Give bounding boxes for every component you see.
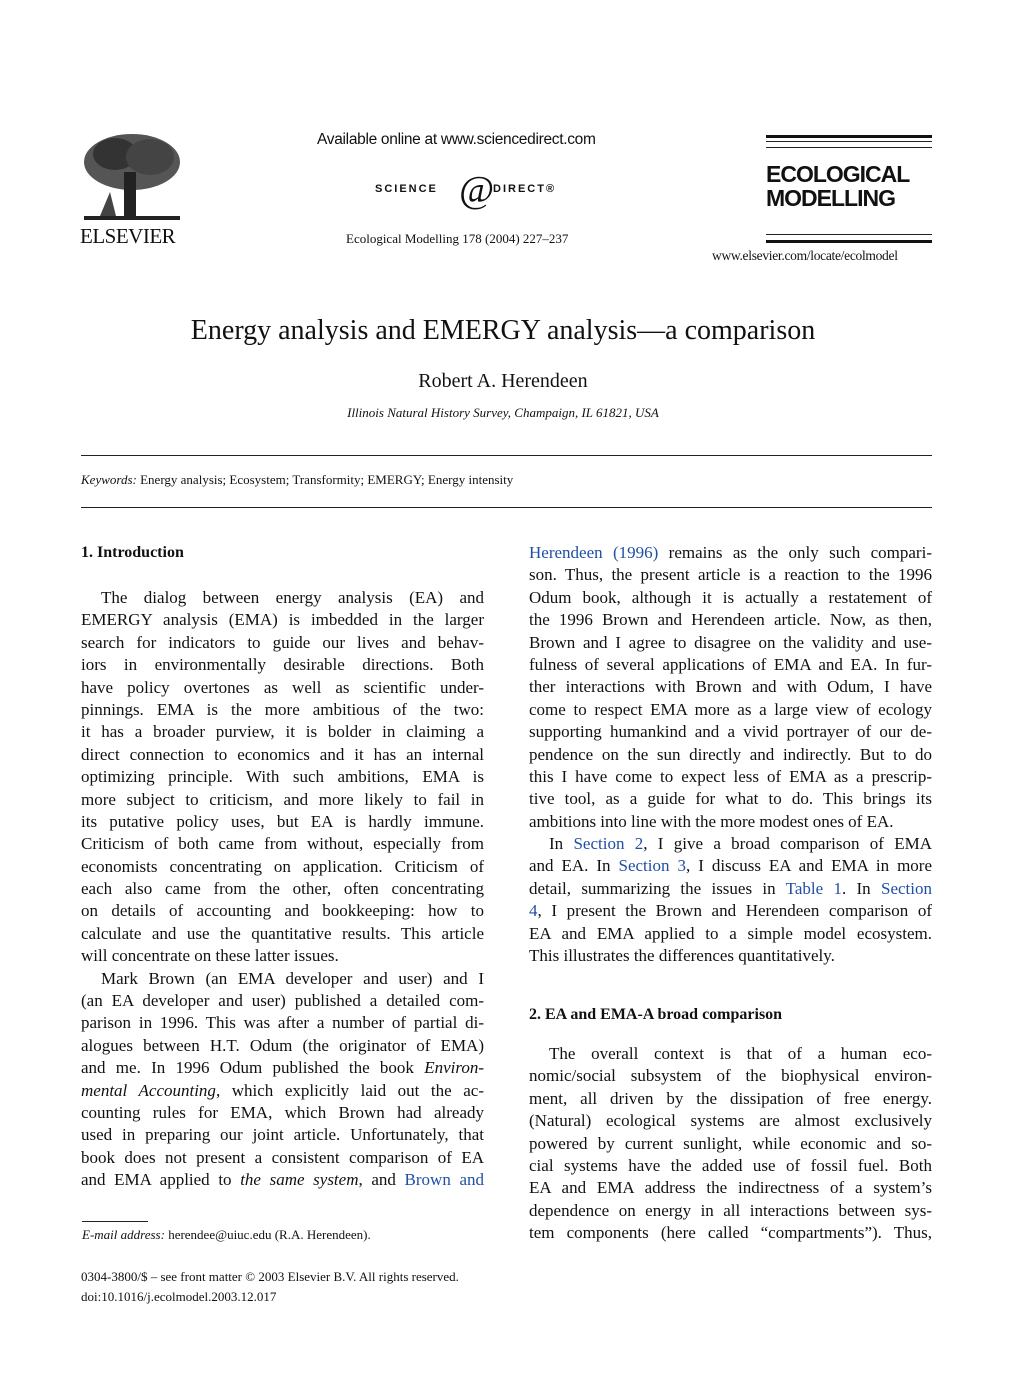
text-line — [81, 1147, 484, 1169]
text-run: will concentrate on these latter issues. — [81, 946, 339, 966]
text-line — [81, 632, 484, 654]
publisher-name: ELSEVIER — [80, 224, 176, 248]
text-run: (Natural) ecological systems are almost exclusively — [529, 1111, 932, 1131]
text-run: counting rules for EMA, which Brown had already — [81, 1102, 484, 1122]
text-run: and me. In 1996 Odum published the book — [81, 1058, 425, 1078]
keywords: Keywords: Energy analysis; Ecosystem; Transformity; EMERGY; Energy intensity — [81, 472, 514, 487]
text-line — [529, 923, 932, 945]
text-run: Odum book, although it is actually a restatement of — [529, 587, 932, 607]
text-line — [529, 632, 932, 654]
text-run: iors in environmentally desirable directions. Both — [81, 655, 484, 675]
journal-name: ECOLOGICAL MODELLING — [766, 161, 910, 211]
text-run: dependence on energy in all interactions between sys- — [529, 1200, 932, 1220]
text-run: EMERGY analysis (EMA) is imbedded in the larger — [81, 610, 484, 630]
text-line — [81, 587, 484, 609]
text-line — [529, 945, 932, 967]
section-heading-comparison: 2. EA and EMA-A broad comparison — [529, 1006, 783, 1023]
text-line — [81, 1169, 484, 1191]
text-run: ambitions into line with the more modest ones of EA. — [529, 811, 894, 831]
left-column-text — [81, 587, 484, 1192]
text-line — [81, 811, 484, 833]
text-run: each also came from the other, often concentrating — [81, 879, 484, 899]
italic-text: mental Accounting — [81, 1080, 216, 1100]
text-run: Brown and I agree to disagree on the validity and use- — [529, 632, 932, 652]
text-line — [81, 1035, 484, 1057]
text-run: alogues between H.T. Odum (the originator of EMA) — [81, 1035, 484, 1055]
text-line — [529, 587, 932, 609]
elsevier-tree-logo — [80, 132, 184, 224]
text-line — [529, 1088, 932, 1110]
reference-link[interactable]: Table 1 — [785, 878, 842, 898]
text-run: pinnings. EMA is the more ambitious of the two: — [81, 699, 484, 719]
text-run: economists concentrating on application. Criticism of — [81, 856, 484, 876]
text-line — [529, 609, 932, 631]
section-heading-introduction: 1. Introduction — [81, 544, 184, 561]
text-line — [81, 699, 484, 721]
text-run: supporting humankind and a vivid portrayer of our de- — [529, 722, 932, 742]
available-online-text: Available online at www.sciencedirect.com — [317, 131, 596, 148]
text-run: Criticism of both came from without, especially from — [81, 834, 484, 854]
text-line — [81, 609, 484, 631]
text-run: more subject to criticism, and more likely to fail in — [81, 789, 484, 809]
text-line — [81, 878, 484, 900]
text-run: detail, summarizing the issues in — [529, 878, 786, 898]
text-line — [529, 1177, 932, 1199]
text-line — [81, 856, 484, 878]
text-run: tive tool, as a guide for what to do. This brings its — [529, 789, 932, 809]
reference-link[interactable]: 4 — [529, 901, 538, 921]
author-name: Robert A. Herendeen — [418, 370, 588, 392]
text-run: Mark Brown (an EMA developer and user) and I — [101, 968, 484, 988]
footnote-rule — [82, 1221, 148, 1222]
text-line — [529, 900, 932, 922]
text-run: , which explicitly laid out the ac- — [215, 1080, 484, 1100]
text-line — [81, 677, 484, 699]
journal-url[interactable]: www.elsevier.com/locate/ecolmodel — [712, 248, 898, 263]
text-run: ther interactions with Brown and with Odum, I have — [529, 677, 932, 697]
text-run: tem components (here called “compartments”). Thus, — [529, 1223, 932, 1243]
author-affiliation: Illinois Natural History Survey, Champaign, IL 61821, USA — [347, 405, 659, 420]
text-line — [81, 923, 484, 945]
text-run: come to respect EMA more as a large view of ecology — [529, 699, 932, 719]
text-run: this I have come to expect less of EMA as a prescrip- — [529, 766, 932, 786]
text-run: EA and EMA address the indirectness of a system’s — [529, 1178, 932, 1198]
text-line — [529, 654, 932, 676]
text-run: book does not present a consistent comparison of EA — [81, 1147, 484, 1167]
text-run: parison in 1996. This was after a number of partial di- — [81, 1013, 484, 1033]
text-run: its putative policy uses, but EA is hardly immune. — [81, 811, 484, 831]
text-run: pendence on the sun directly and indirectly. But to do — [529, 744, 932, 764]
text-run: search for indicators to guide our lives and behav- — [81, 632, 484, 652]
text-line — [81, 1124, 484, 1146]
right-column-section2-text — [529, 1043, 932, 1245]
text-run: son. Thus, the present article is a reaction to the 1996 — [529, 565, 932, 585]
text-line — [81, 990, 484, 1012]
reference-link[interactable]: Herendeen (1996) — [529, 543, 659, 562]
text-line — [529, 564, 932, 586]
text-line — [529, 766, 932, 788]
text-line — [81, 833, 484, 855]
text-run: and EA. In — [529, 856, 619, 876]
text-run: , I present the Brown and Herendeen comparison of — [537, 901, 932, 921]
text-line — [529, 788, 932, 810]
text-run: and EMA applied to — [81, 1170, 241, 1190]
text-line — [529, 676, 932, 698]
text-line — [529, 1200, 932, 1222]
text-run: calculate and use the quantitative results. This article — [81, 923, 484, 943]
right-column-text — [529, 542, 932, 967]
text-run: optimizing principle. With such ambitions, EMA is — [81, 767, 484, 787]
text-line — [81, 945, 484, 967]
text-run: remains as the only such compari- — [658, 543, 932, 562]
text-line — [529, 1222, 932, 1244]
text-run: used in preparing our joint article. Unfortunately, that — [81, 1125, 484, 1145]
text-run: on details of accounting and bookkeeping: how to — [81, 901, 484, 921]
text-run: . In — [841, 878, 881, 898]
text-run: powered by current sunlight, while economic and so- — [529, 1133, 932, 1153]
email-footnote: E-mail address: herendee@uiuc.edu (R.A. Herendeen). — [82, 1227, 371, 1242]
sciencedirect-logo: SCIENCE @ DIRECT® — [375, 169, 557, 211]
text-line — [529, 1133, 932, 1155]
text-run: , I give a broad comparison of EMA — [643, 834, 933, 854]
text-line — [81, 1012, 484, 1034]
divider — [81, 507, 932, 508]
doi-line[interactable]: doi:10.1016/j.ecolmodel.2003.12.017 — [81, 1289, 277, 1304]
text-line — [529, 1065, 932, 1087]
text-line — [529, 878, 932, 900]
text-run: , I discuss EA and EMA in more — [685, 856, 933, 876]
text-run: direct connection to economics and it has an internal — [81, 744, 484, 764]
reference-link[interactable]: Brown and — [404, 1170, 485, 1190]
text-run: The overall context is that of a human eco- — [549, 1044, 932, 1063]
text-line — [81, 968, 484, 990]
text-run: nomic/social subsystem of the biophysical environ- — [529, 1066, 932, 1086]
text-line — [529, 1155, 932, 1177]
text-line — [529, 699, 932, 721]
text-line — [81, 1102, 484, 1124]
text-run: The dialog between energy analysis (EA) and — [101, 588, 484, 607]
text-line — [81, 766, 484, 788]
text-run: it has a broader purview, it is bolder in claiming a — [81, 722, 484, 742]
text-run: EA and EMA applied to a simple model ecosystem. — [529, 923, 932, 943]
divider — [81, 455, 932, 456]
text-line — [529, 1110, 932, 1132]
text-line — [81, 744, 484, 766]
text-line — [81, 1080, 484, 1102]
text-line — [529, 855, 932, 877]
text-line — [81, 900, 484, 922]
reference-link[interactable]: Section — [881, 878, 932, 898]
article-title: Energy analysis and EMERGY analysis—a comparison — [190, 315, 816, 346]
italic-text: Environ- — [424, 1058, 484, 1078]
text-line — [529, 721, 932, 743]
text-line — [81, 654, 484, 676]
text-line — [529, 542, 932, 564]
text-run: This illustrates the differences quantitatively. — [529, 946, 835, 966]
journal-citation: Ecological Modelling 178 (2004) 227–237 — [346, 231, 569, 246]
text-run: , and — [358, 1170, 405, 1190]
text-run: (an EA developer and user) published a detailed com- — [81, 991, 484, 1011]
text-run: ment, all driven by the dissipation of free energy. — [529, 1088, 932, 1108]
text-line — [529, 833, 932, 855]
text-run: In — [549, 834, 574, 854]
text-run: the 1996 Brown and Herendeen article. Now, as then, — [529, 610, 932, 630]
reference-link[interactable]: Section 2 — [573, 834, 644, 854]
text-line — [529, 1043, 932, 1065]
text-line — [529, 811, 932, 833]
italic-text: the same system — [240, 1170, 359, 1190]
text-run: fulness of several applications of EMA and EA. In fur- — [529, 654, 932, 674]
copyright-line: 0304-3800/$ – see front matter © 2003 Elsevier B.V. All rights reserved. — [81, 1269, 459, 1284]
text-line — [81, 721, 484, 743]
text-line — [81, 1057, 484, 1079]
reference-link[interactable]: Section 3 — [618, 856, 686, 876]
text-line — [529, 744, 932, 766]
text-line — [81, 789, 484, 811]
text-run: have policy overtones as well as scientific under- — [81, 677, 484, 697]
text-run: cial systems have the added use of fossil fuel. Both — [529, 1155, 932, 1175]
